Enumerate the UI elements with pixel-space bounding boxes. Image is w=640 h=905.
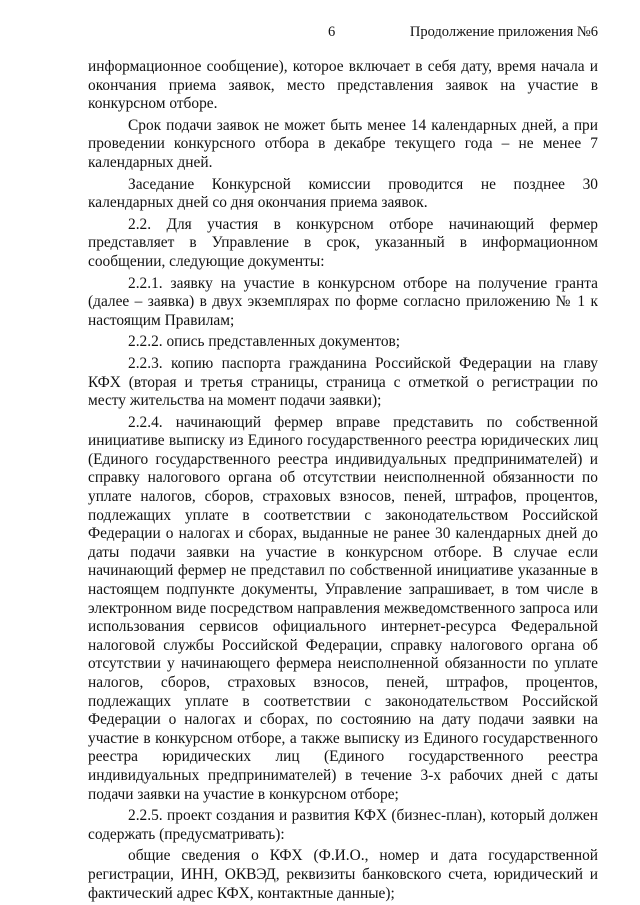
paragraph-2-2-2: 2.2.2. опись представленных документов; <box>128 333 401 351</box>
page-header <box>88 24 598 46</box>
paragraph-info-message: информационное сообщение), которое включает в себя дату, время начала и окончания приема заявок, место представления заявок на участие в конкурсном отборе. <box>88 58 598 113</box>
appendix-continuation-note: Продолжение приложения №6 <box>409 24 598 40</box>
page-number: 6 <box>328 24 336 40</box>
paragraph-2-2: 2.2. Для участия в конкурсном отборе начинающий фермер представляет в Управление в срок, указанный в информационном сообщении, следующие документы: <box>88 215 598 270</box>
paragraph-2-2-3: 2.2.3. копию паспорта гражданина Российской Федерации на главу КФХ (вторая и третья страницы, страница с отметкой о регистрации по месту жительства на момент подачи заявки); <box>88 354 598 410</box>
paragraph-2-2-1: 2.2.1. заявку на участие в конкурсном отборе на получение гранта (далее – заявка) в двух экземплярах по форме согласно приложению № 1 к настоящим Правилам; <box>88 274 598 329</box>
paragraph-application-deadline: Срок подачи заявок не может быть менее 14 календарных дней, а при проведении конкурсного отбора в декабре текущего года – не менее 7 календарных дней. <box>88 116 598 171</box>
document-body <box>88 58 598 903</box>
paragraph-2-2-4: 2.2.4. начинающий фермер вправе представить по собственной инициативе выписку из Единого государственного реестра юридических лиц (Единого государственного реестра индивидуальных предпринимателей) и справку налогового органа об отсутствии неисполненной обязанности по уплате налогов, сборов, страховых взносов, пеней, штрафов, процентов, подлежащих уплате в соответствии с законодательством Российской Федерации о налогах и сборах, выданные не ранее 30 календарных дней до даты подачи заявки на участие в конкурсном отборе. В случае если начинающий фермер не представил по собственной инициативе указанные в настоящем подпункте документы, Управление запрашивает, в том числе в электронном виде посредством направления межведомственного запроса или использования сервисов официального интернет-ресурса Федеральной налоговой службы Российской Федерации, справку налогового органа об отсутствии у начинающего фермера неисполненной обязанности по уплате налогов, сборов, страховых взносов, пеней, штрафов, процентов, подлежащих уплате в соответствии с законодательством Российской Федерации о налогах и сборах, по состоянию на дату подачи заявки на участие в конкурсном отборе, а также выписку из Единого государственного реестра юридических лиц (Единого государственного реестра индивидуальных предпринимателей) в течение 3-х рабочих дней с даты подачи заявки на участие в конкурсном отборе; <box>88 413 598 803</box>
paragraph-2-2-5: 2.2.5. проект создания и развития КФХ (бизнес-план), который должен содержать (предусматривать): <box>88 807 598 843</box>
paragraph-general-info: общие сведения о КФХ (Ф.И.О., номер и дата государственной регистрации, ИНН, ОКВЭД, реквизиты банковского счета, юридический и фактический адрес КФХ, контактные данные); <box>88 847 598 902</box>
paragraph-commission-meeting: Заседание Конкурсной комиссии проводится не позднее 30 календарных дней со дня окончания приема заявок. <box>88 175 598 212</box>
